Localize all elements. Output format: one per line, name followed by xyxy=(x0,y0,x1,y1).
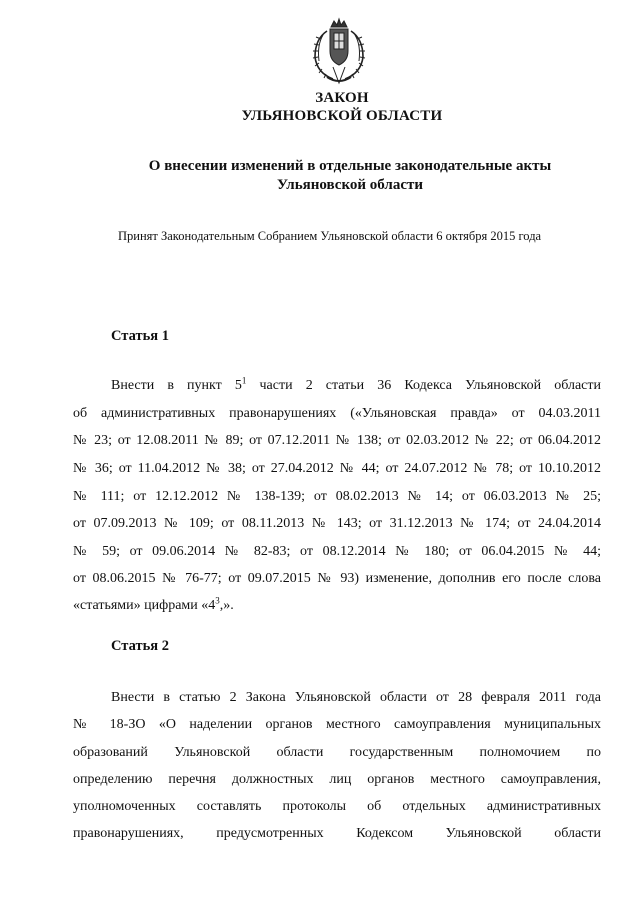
article-1-line xyxy=(111,376,601,396)
article-2-line: уполномоченных составлять протоколы об отдельных административных xyxy=(73,799,601,814)
article-1-line: № 111; от 12.12.2012 № 138-139; от 08.02.2013 № 14; от 06.03.2013 № 25; xyxy=(73,489,601,504)
text-fragment: «статьями» цифрами «4 xyxy=(73,598,216,613)
text-fragment: Внести в пункт 5 xyxy=(111,378,242,393)
adoption-note: Принят Законодательным Собранием Ульяновской области 6 октября 2015 года xyxy=(118,229,542,243)
article-2-line: Внести в статью 2 Закона Ульяновской области от 28 февраля 2011 года xyxy=(111,690,601,705)
article-1-line: № 36; от 11.04.2012 № 38; от 27.04.2012 № 44; от 24.07.2012 № 78; от 10.10.2012 xyxy=(73,461,601,476)
law-subject xyxy=(0,157,640,195)
article-2-line: образований Ульяновской области государственным полномочием по xyxy=(73,745,601,760)
article-2-line: правонарушениях, предусмотренных Кодексом Ульяновской области xyxy=(73,826,601,841)
coat-of-arms-icon xyxy=(303,17,375,87)
article-2-heading: Статья 2 xyxy=(111,638,169,654)
article-1-heading: Статья 1 xyxy=(111,328,169,344)
article-1-line: от 07.09.2013 № 109; от 08.11.2013 № 143; от 31.12.2013 № 174; от 24.04.2014 xyxy=(73,516,601,531)
article-1-line: № 59; от 09.06.2014 № 82-83; от 08.12.2014 № 180; от 06.04.2015 № 44; xyxy=(73,544,601,559)
article-1-line: об административных правонарушениях («Ульяновская правда» от 04.03.2011 xyxy=(73,406,601,421)
superscript: 3 xyxy=(215,595,220,606)
article-2-line: № 18-ЗО «О наделении органов местного самоуправления муниципальных xyxy=(73,717,601,732)
article-2-line: определению перечня должностных лиц органов местного самоуправления, xyxy=(73,772,601,787)
article-1-line: от 08.06.2015 № 76-77; от 09.07.2015 № 93) изменение, дополнив его после слова xyxy=(73,571,601,586)
region-name: УЛЬЯНОВСКОЙ ОБЛАСТИ xyxy=(241,108,443,124)
text-fragment: ,». xyxy=(219,598,234,613)
article-1-line xyxy=(73,596,234,616)
law-subject-line1: О внесении изменений в отдельные законодательные акты xyxy=(148,158,552,174)
superscript: 1 xyxy=(241,375,247,386)
law-label: ЗАКОН xyxy=(315,90,369,106)
text-fragment: части 2 статьи 36 Кодекса Ульяновской области xyxy=(246,378,601,393)
law-subject-line2: Ульяновской области xyxy=(276,177,424,193)
article-1-line: № 23; от 12.08.2011 № 89; от 07.12.2011 № 138; от 02.03.2012 № 22; от 06.04.2012 xyxy=(73,433,601,448)
